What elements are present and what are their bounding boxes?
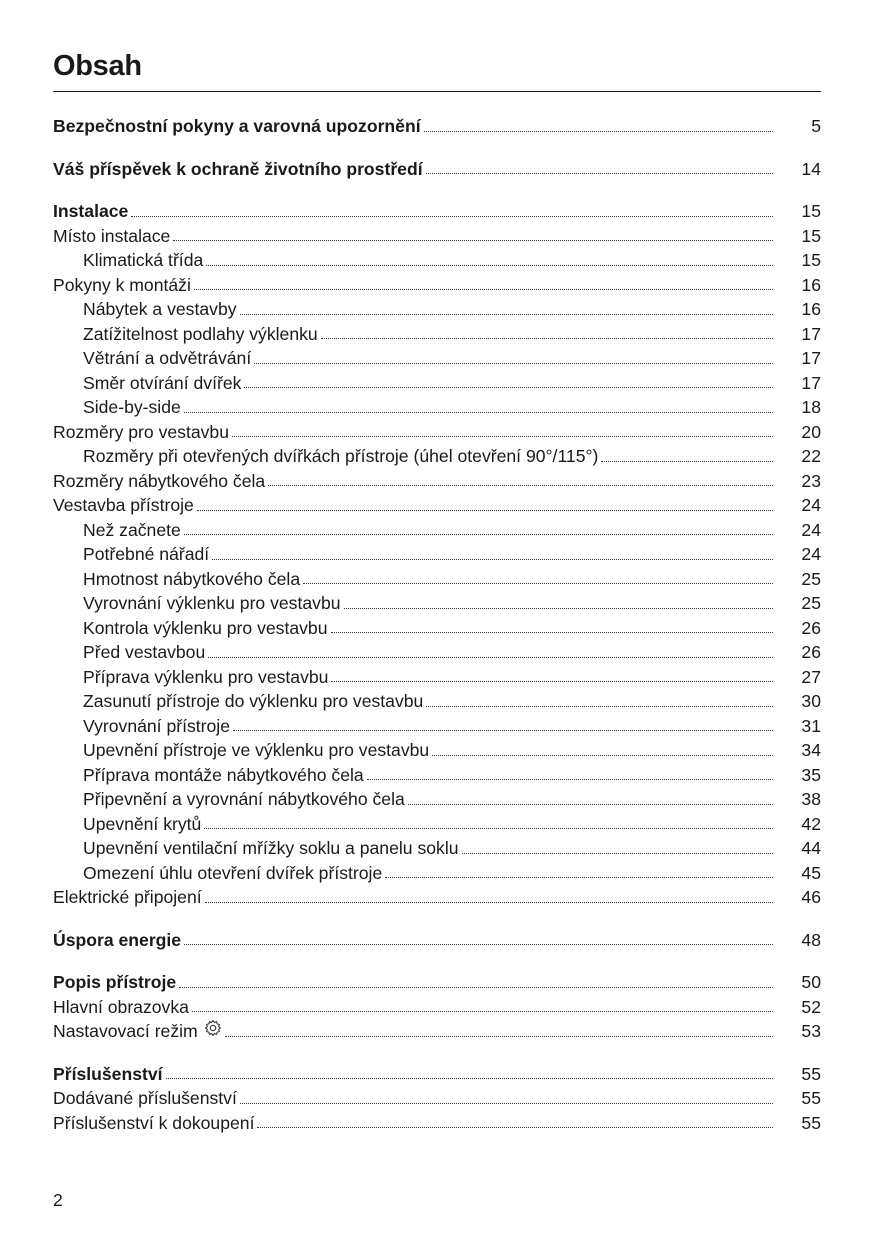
toc-leader-dots — [321, 338, 773, 339]
toc-leader-dots — [268, 485, 773, 486]
toc-entry-page: 26 — [801, 642, 821, 662]
toc-entry-label: Bezpečnostní pokyny a varovná upozornění — [53, 116, 421, 136]
toc-entry-page: 55 — [801, 1112, 821, 1133]
toc-leader-dots — [194, 289, 773, 290]
toc-entry-label: Elektrické připojení — [53, 887, 202, 907]
toc-leader-dots — [462, 853, 773, 854]
toc-entry-label: Upevnění přístroje ve výklenku pro vestavbu — [83, 740, 430, 760]
toc-entry-page: 46 — [801, 887, 821, 907]
toc-leader-dots — [192, 1011, 773, 1012]
toc-leader-dots — [179, 987, 773, 988]
toc-entry-label: Nábytek a vestavby — [83, 299, 237, 319]
toc-entry-label: Pokyny k montáži — [53, 274, 191, 295]
toc-entry[interactable] — [53, 640, 821, 665]
toc-entry[interactable] — [53, 1111, 821, 1136]
toc-leader-dots — [601, 461, 773, 462]
toc-leader-dots — [385, 877, 773, 878]
toc-entry-page: 34 — [801, 740, 821, 760]
toc-entry-label: Příslušenství k dokoupení — [53, 1112, 255, 1133]
toc-leader-dots — [208, 657, 773, 658]
toc-entry-label: Vestavba přístroje — [53, 495, 194, 515]
toc-leader-dots — [367, 779, 773, 780]
toc-entry[interactable] — [53, 371, 821, 396]
toc-entry-page: 15 — [801, 225, 821, 246]
toc-entry[interactable] — [53, 322, 821, 347]
toc-entry[interactable] — [53, 970, 821, 995]
toc-entry-page: 35 — [801, 764, 821, 785]
toc-leader-dots — [426, 706, 773, 707]
toc-entry-label: Dodávané příslušenství — [53, 1088, 237, 1108]
toc-entry[interactable] — [53, 346, 821, 371]
toc-entry-page: 24 — [801, 519, 821, 540]
toc-entry-label: Zatížitelnost podlahy výklenku — [83, 323, 318, 344]
toc-entry-label: Příprava výklenku pro vestavbu — [83, 666, 329, 687]
toc-leader-dots — [232, 436, 773, 437]
toc-entry[interactable] — [53, 995, 821, 1020]
toc-entry[interactable] — [53, 1086, 821, 1111]
toc-leader-dots — [331, 632, 774, 633]
toc-entry-label: Potřebné nářadí — [83, 544, 210, 564]
toc-entry-label: Popis přístroje — [53, 972, 177, 992]
toc-leader-dots — [257, 1127, 773, 1128]
toc-entry-page: 18 — [801, 397, 821, 417]
toc-entry-label: Před vestavbou — [83, 642, 206, 662]
toc-leader-dots — [240, 314, 773, 315]
toc-entry-page: 25 — [801, 568, 821, 589]
toc-entry[interactable] — [53, 787, 821, 812]
toc-entry-page: 50 — [801, 972, 821, 992]
page-title: Obsah — [53, 50, 142, 82]
toc-entry-page: 38 — [801, 789, 821, 809]
toc-entry[interactable] — [53, 714, 821, 739]
toc-entry-page: 26 — [801, 617, 821, 638]
toc-entry[interactable] — [53, 738, 821, 763]
toc-entry-label: Úspora energie — [53, 929, 182, 950]
toc-entry-page: 24 — [801, 544, 821, 564]
toc-entry[interactable] — [53, 420, 821, 445]
toc-entry[interactable] — [53, 542, 821, 567]
toc-entry-label: Než začnete — [83, 519, 181, 540]
toc-entry-label: Větrání a odvětrávání — [83, 348, 252, 368]
toc-entry-label: Rozměry pro vestavbu — [53, 421, 230, 442]
toc-leader-dots — [184, 534, 773, 535]
toc-entry-label: Side-by-side — [83, 397, 181, 417]
toc-entry-label: Instalace — [53, 201, 129, 221]
toc-entry[interactable] — [53, 591, 821, 616]
table-of-contents — [53, 114, 821, 1135]
toc-entry-label: Místo instalace — [53, 225, 171, 246]
toc-entry[interactable] — [53, 297, 821, 322]
toc-entry[interactable] — [53, 493, 821, 518]
toc-entry[interactable] — [53, 157, 821, 182]
toc-entry-page: 5 — [811, 116, 821, 136]
page-number: 2 — [53, 1190, 63, 1210]
toc-entry-page: 22 — [801, 446, 821, 466]
settings-gear-icon — [204, 1019, 222, 1037]
toc-leader-dots — [408, 804, 773, 805]
toc-entry-label: Omezení úhlu otevření dvířek přístroje — [83, 862, 383, 883]
toc-entry-label: Příprava montáže nábytkového čela — [83, 764, 364, 785]
toc-entry-page: 48 — [801, 929, 821, 950]
toc-entry[interactable] — [53, 444, 821, 469]
toc-entry[interactable] — [53, 928, 821, 953]
toc-entry-label: Upevnění krytů — [83, 813, 202, 834]
toc-entry-label: Rozměry při otevřených dvířkách přístroje (úhel otevření 90°/115°) — [83, 446, 599, 466]
title-divider — [53, 91, 821, 92]
toc-entry-page: 31 — [801, 715, 821, 736]
toc-entry[interactable] — [53, 395, 821, 420]
toc-leader-dots — [197, 510, 773, 511]
toc-entry-page: 17 — [801, 348, 821, 368]
toc-entry-label: Upevnění ventilační mřížky soklu a panelu soklu — [83, 838, 459, 858]
toc-entry-page: 45 — [801, 862, 821, 883]
toc-leader-dots — [331, 681, 773, 682]
toc-entry[interactable] — [53, 273, 821, 298]
toc-entry-page: 17 — [801, 323, 821, 344]
toc-entry-page: 42 — [801, 813, 821, 834]
toc-leader-dots — [432, 755, 773, 756]
toc-entry-page: 52 — [801, 996, 821, 1017]
toc-entry-label: Vyrovnání výklenku pro vestavbu — [83, 593, 341, 613]
toc-leader-dots — [184, 412, 773, 413]
toc-entry[interactable] — [53, 224, 821, 249]
toc-entry-page: 25 — [801, 593, 821, 613]
toc-entry[interactable] — [53, 1019, 821, 1044]
toc-entry-label: Vyrovnání přístroje — [83, 715, 231, 736]
toc-leader-dots — [240, 1103, 773, 1104]
toc-leader-dots — [344, 608, 773, 609]
toc-leader-dots — [424, 131, 773, 132]
toc-leader-dots — [205, 902, 773, 903]
toc-leader-dots — [173, 240, 773, 241]
toc-entry-page: 16 — [801, 274, 821, 295]
toc-leader-dots — [206, 265, 773, 266]
toc-entry-label: Příslušenství — [53, 1063, 163, 1084]
toc-entry-page: 55 — [801, 1088, 821, 1108]
toc-entry[interactable] — [53, 248, 821, 273]
toc-entry-label: Hlavní obrazovka — [53, 996, 189, 1017]
toc-leader-dots — [426, 173, 773, 174]
toc-entry-label: Hmotnost nábytkového čela — [83, 568, 301, 589]
toc-entry-label: Připevnění a vyrovnání nábytkového čela — [83, 789, 405, 809]
toc-entry[interactable] — [53, 567, 821, 592]
toc-entry-page: 24 — [801, 495, 821, 515]
toc-entry[interactable] — [53, 518, 821, 543]
toc-entry-page: 23 — [801, 470, 821, 491]
toc-entry-page: 20 — [801, 421, 821, 442]
toc-leader-dots — [225, 1036, 773, 1037]
toc-entry[interactable] — [53, 812, 821, 837]
toc-entry-page: 15 — [801, 250, 821, 270]
toc-entry[interactable] — [53, 469, 821, 494]
toc-entry[interactable] — [53, 885, 821, 910]
toc-leader-dots — [212, 559, 773, 560]
toc-leader-dots — [184, 944, 773, 945]
toc-leader-dots — [131, 216, 773, 217]
toc-entry-page: 16 — [801, 299, 821, 319]
toc-leader-dots — [254, 363, 773, 364]
toc-entry-page: 15 — [801, 201, 821, 221]
toc-entry[interactable] — [53, 114, 821, 139]
toc-entry[interactable] — [53, 861, 821, 886]
toc-entry-page: 55 — [801, 1063, 821, 1084]
toc-entry[interactable] — [53, 199, 821, 224]
toc-entry-label: Rozměry nábytkového čela — [53, 470, 266, 491]
toc-entry[interactable] — [53, 763, 821, 788]
toc-entry[interactable] — [53, 616, 821, 641]
toc-leader-dots — [233, 730, 773, 731]
toc-entry[interactable] — [53, 1062, 821, 1087]
toc-entry-page: 30 — [801, 691, 821, 711]
toc-entry-label: Nastavovací režim — [53, 1021, 198, 1041]
toc-entry-page: 27 — [801, 666, 821, 687]
toc-leader-dots — [166, 1078, 773, 1079]
toc-entry-label: Kontrola výklenku pro vestavbu — [83, 617, 328, 638]
toc-entry-page: 17 — [801, 372, 821, 393]
toc-entry[interactable] — [53, 665, 821, 690]
toc-entry-page: 44 — [801, 838, 821, 858]
toc-entry-page: 14 — [801, 158, 821, 179]
toc-entry-page: 53 — [801, 1021, 821, 1041]
toc-entry-label: Zasunutí přístroje do výklenku pro vestavbu — [83, 691, 424, 711]
toc-leader-dots — [244, 387, 773, 388]
toc-entry[interactable] — [53, 836, 821, 861]
toc-entry-label: Směr otvírání dvířek — [83, 372, 242, 393]
toc-leader-dots — [303, 583, 773, 584]
toc-entry[interactable] — [53, 689, 821, 714]
toc-leader-dots — [204, 828, 773, 829]
toc-entry-label: Váš příspěvek k ochraně životního prostředí — [53, 158, 423, 179]
toc-entry-label: Klimatická třída — [83, 250, 204, 270]
